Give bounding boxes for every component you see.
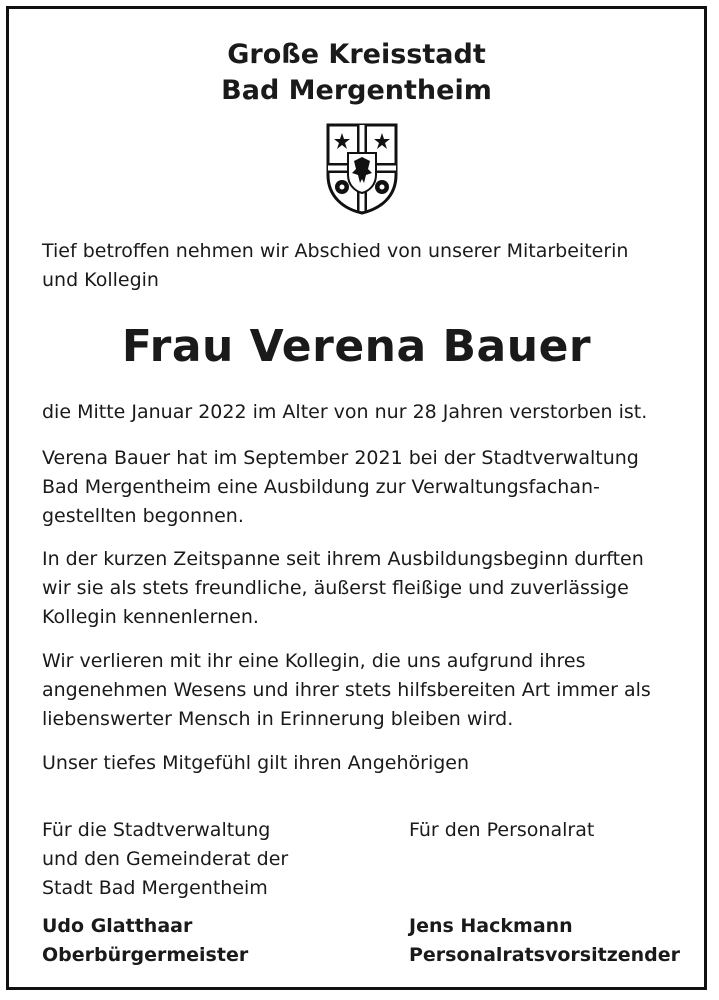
paragraph-character: In der kurzen Zeitspanne seit ihrem Ausbildungsbeginn durften wir sie als stets freundliche, äußerst fleißige und zuverlässige Kollegin kennenlernen. bbox=[42, 548, 644, 628]
coat-of-arms-icon bbox=[326, 123, 398, 215]
paragraph-remembrance: Wir verlieren mit ihr eine Kollegin, die uns aufgrund ihres angenehmen Wesens und ihrer stets hilfsbereiten Art immer als liebenswerter Mensch in Erinnerung bleiben wird. bbox=[42, 650, 651, 730]
signature-right-org: Für den Personalrat bbox=[409, 819, 595, 841]
signature-right-name: Jens Hackmann Personalratsvorsitzender bbox=[409, 915, 681, 966]
deceased-name: Frau Verena Bauer bbox=[121, 321, 592, 372]
paragraph-death-date: die Mitte Januar 2022 im Alter von nur 28 Jahren verstorben ist. bbox=[42, 401, 648, 423]
signature-left-name: Udo Glatthaar Oberbürgermeister bbox=[42, 915, 249, 966]
issuer-line-2: Bad Mergentheim bbox=[221, 75, 492, 106]
paragraph-condolences: Unser tiefes Mitgefühl gilt ihren Angehörigen bbox=[42, 752, 470, 774]
issuer-line-1: Große Kreisstadt bbox=[227, 39, 486, 70]
issuer-heading bbox=[9, 37, 704, 109]
obituary-notice bbox=[6, 6, 707, 990]
paragraph-training: Verena Bauer hat im September 2021 bei der Stadtverwaltung Bad Mergentheim eine Ausbildung zur Verwaltungsfachan- gestellten begonnen. bbox=[42, 447, 639, 527]
signature-left-org: Für die Stadtverwaltung und den Gemeinderat der Stadt Bad Mergentheim bbox=[42, 819, 289, 899]
intro-text: Tief betroffen nehmen wir Abschied von unserer Mitarbeiterin und Kollegin bbox=[42, 240, 629, 291]
